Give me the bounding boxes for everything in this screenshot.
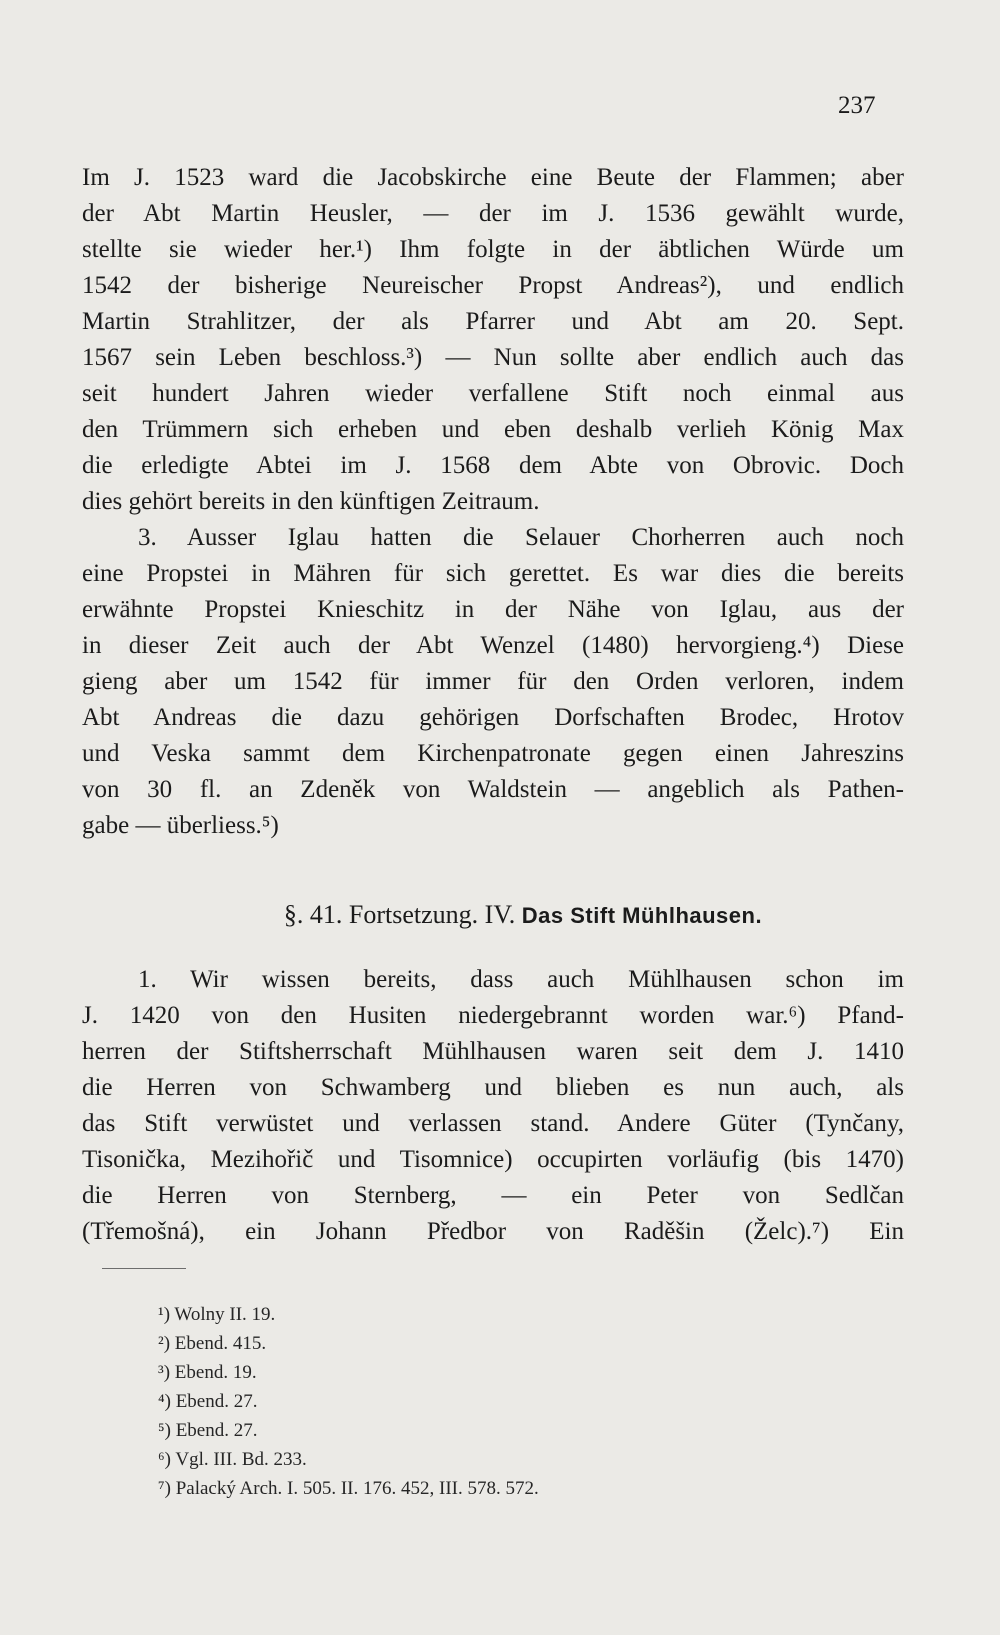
text-line: seit hundert Jahren wieder verfallene Stift noch einmal aus [82,380,904,407]
text-line: 1542 der bisherige Neureischer Propst Andreas²), und endlich [82,272,904,299]
main-text [82,160,904,1250]
text-line: stellte sie wieder her.¹) Ihm folgte in der äbtlichen Würde um [82,236,904,263]
text-line: der Abt Martin Heusler, — der im J. 1536 gewählt wurde, [82,200,904,227]
text-line: Martin Strahlitzer, der als Pfarrer und Abt am 20. Sept. [82,308,904,335]
text-line: die Herren von Sternberg, — ein Peter von Sedlčan [82,1182,904,1209]
spacer [82,934,904,962]
text-line: herren der Stiftsherrschaft Mühlhausen waren seit dem J. 1410 [82,1038,904,1065]
footnote: ⁵) Ebend. 27. [158,1420,258,1441]
footnote: ²) Ebend. 415. [158,1333,267,1354]
text-line: das Stift verwüstet und verlassen stand. Andere Güter (Tynčany, [82,1110,904,1137]
text-line: eine Propstei in Mähren für sich gerettet. Es war dies die bereits [82,560,904,587]
text-line: Tisonička, Mezihořič und Tisomnice) occupirten vorläufig (bis 1470) [82,1146,904,1173]
text-line: 1. Wir wissen bereits, dass auch Mühlhausen schon im [138,966,904,993]
text-line: J. 1420 von den Husiten niedergebrannt worden war.⁶) Pfand- [82,1002,904,1029]
text-line: von 30 fl. an Zdeněk von Waldstein — angeblich als Pathen- [82,776,904,803]
text-line: (Třemošná), ein Johann Předbor von Raděšin (Želc).⁷) Ein [82,1218,904,1245]
text-line: Abt Andreas die dazu gehörigen Dorfschaften Brodec, Hrotov [82,704,904,731]
page-number: 237 [838,92,876,119]
footnote: ⁴) Ebend. 27. [158,1391,258,1412]
text-line: den Trümmern sich erheben und eben deshalb verlieh König Max [82,416,904,443]
text-line: 1567 sein Leben beschloss.³) — Nun sollte aber endlich auch das [82,344,904,371]
text-line: Im J. 1523 ward die Jacobskirche eine Beute der Flammen; aber [82,164,904,191]
text-line: und Veska sammt dem Kirchenpatronate gegen einen Jahreszins [82,740,904,767]
footnote: ¹) Wolny II. 19. [158,1304,276,1325]
footnote: ³) Ebend. 19. [158,1362,257,1383]
text-line: in dieser Zeit auch der Abt Wenzel (1480) hervorgieng.⁴) Diese [82,632,904,659]
text-line: die Herren von Schwamberg und blieben es nun auch, als [82,1074,904,1101]
text-line: 3. Ausser Iglau hatten die Selauer Chorherren auch noch [138,524,904,551]
footnotes [158,1300,539,1503]
footnote-divider [102,1268,186,1269]
section-heading-prefix: §. 41. Fortsetzung. IV. [283,900,516,929]
spacer [82,844,904,896]
text-line: gieng aber um 1542 für immer für den Orden verloren, indem [82,668,904,695]
section-heading-title: Das Stift Mühlhausen. [521,903,763,928]
section-heading [82,896,904,934]
text-line: dies gehört bereits in den künftigen Zeitraum. [82,488,540,515]
footnote: ⁷) Palacký Arch. I. 505. II. 176. 452, III. 578. 572. [158,1478,539,1499]
footnote: ⁶) Vgl. III. Bd. 233. [158,1449,307,1470]
text-line: erwähnte Propstei Knieschitz in der Nähe von Iglau, aus der [82,596,904,623]
text-line: gabe — überliess.⁵) [82,812,279,839]
text-line: die erledigte Abtei im J. 1568 dem Abte von Obrovic. Doch [82,452,904,479]
